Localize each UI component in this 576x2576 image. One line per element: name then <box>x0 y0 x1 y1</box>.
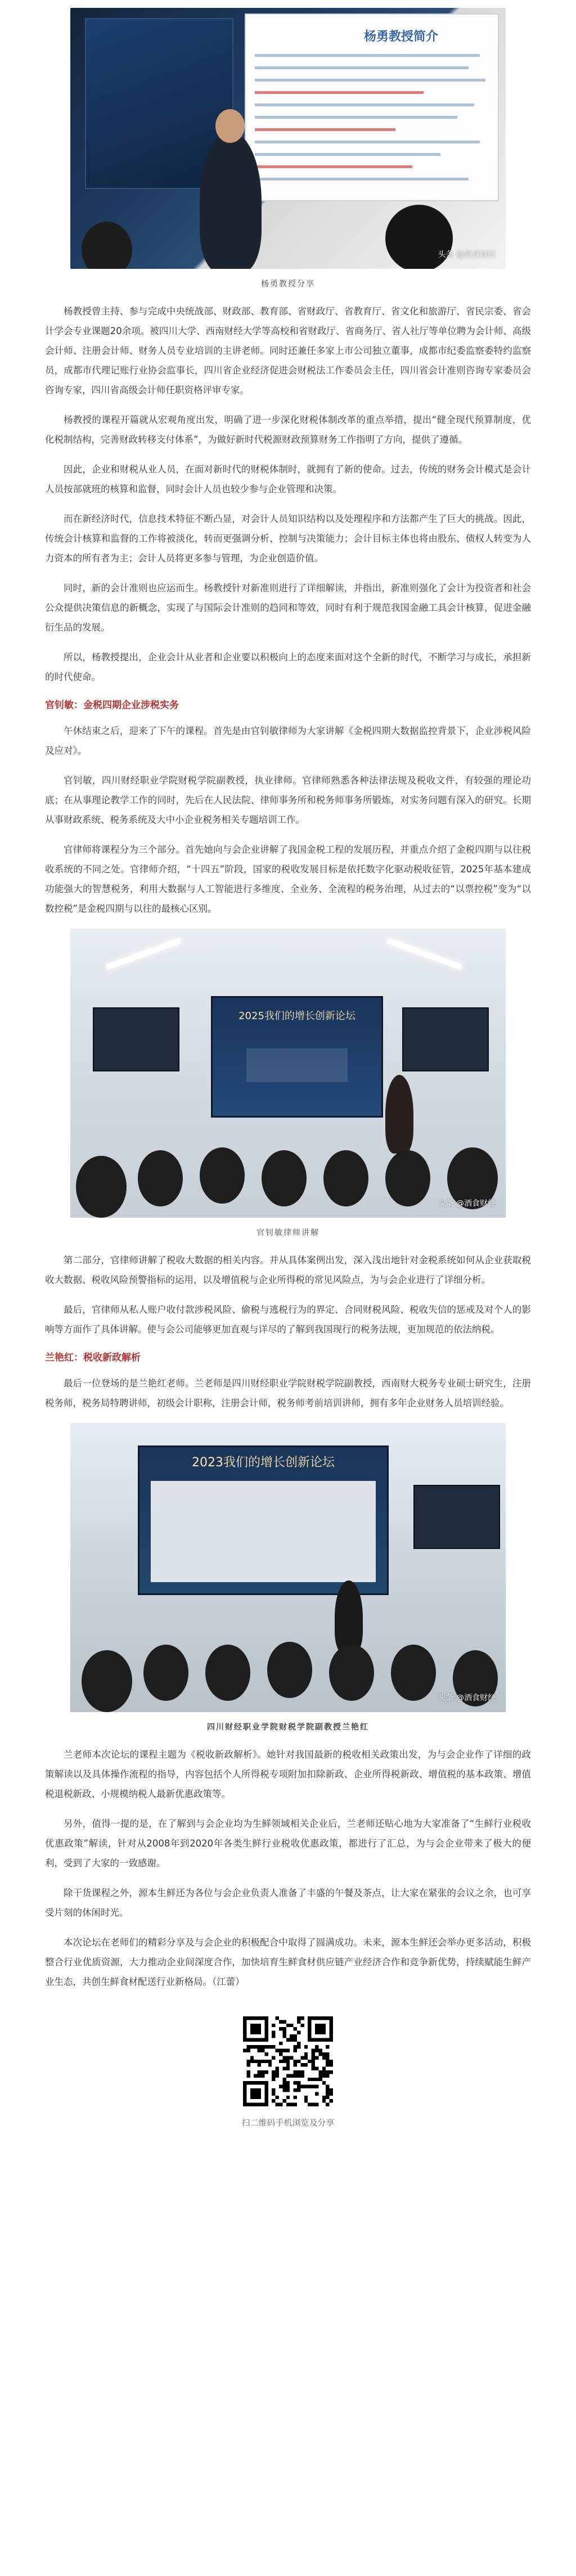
projection-screen <box>138 1445 389 1595</box>
slide-title: 杨勇教授简介 <box>364 30 439 44</box>
qr-share <box>235 2014 341 2128</box>
speaker-figure <box>200 132 262 269</box>
paragraph: 最后，官律师从私人账户收付款涉税风险、偷税与逃税行为的界定、合同财税风险、税收失信的惩戒及对个人的影响等方面作了具体讲解。使与会公司能够更加直观与详尽的了解到我国现行的税务法规，更加规范的依法纳税。 <box>45 1304 531 1335</box>
paragraph: 最后一位登场的是兰艳红老师。兰老师是四川财经职业学院财税学院副教授，西南财大税务专业硕士研究生，注册税务师，税务局特聘讲师，初级会计职称，注册会计师，税务师考前培训讲师，拥有多年企业财务人员培训经验。 <box>45 1378 531 1408</box>
photo-caption: 官钊敏律师讲解 <box>256 1228 320 1237</box>
watermark: 头条 @酒食财经 <box>438 250 496 259</box>
paragraph: 第二部分，官律师讲解了税收大数据的相关内容。并从具体案例出发，深入浅出地针对金税系统如何从企业获取税收大数据、税收风险预警指标的运用，以及增值税与企业所得税的常见风险点，为与会企业进行了详细分析。 <box>45 1255 531 1285</box>
paragraph: 午休结束之后，迎来了下午的课程。首先是由官钊敏律师为大家讲解《金税四期大数据监控背景下，企业涉税风险及应对》。 <box>45 726 531 756</box>
paragraph: 杨教授的课程开篇就从宏观角度出发，明确了进一步深化财税体制改革的重点举措，提出“健全现代预算制度，优化税制结构，完善财政转移支付体系”，为做好新时代税源财政预算财务工作指明了方向，提供了遵循。 <box>45 415 531 445</box>
paragraph: 同时，新的会计准则也应运而生。杨教授针对新准则进行了详细解读，并指出，新准则强化了会计为投资者和社会公众提供决策信息的新概念，实现了与国际会计准则的趋同和等效，同时有利于规范我国金融工具会计核算，促进金融衍生品的发展。 <box>45 583 531 633</box>
qr-caption: 扫二维码手机浏览及分享 <box>241 2118 335 2128</box>
paragraph: 除干货课程之外，源本生鲜还为各位与会企业负责人准备了丰盛的午餐及茶点，让大家在紧张的会议之余，也可享受片刻的休闲时光。 <box>45 1888 531 1918</box>
paragraph: 本次论坛在老师们的精彩分享及与会企业的积极配合中取得了圆满成功。未来，源本生鲜还会举办更多活动，积极整合行业优质资源，大力推动企业间深度合作，加快培育生鲜食材供应链产业经济合作和竞争新优势，持续赋能生鲜产业生态，共创生鲜食材配送行业新格局。（江蕾） <box>45 1937 531 1987</box>
paragraph: 另外，值得一提的是，在了解到与会企业均为生鲜领域相关企业后，兰老师还贴心地为大家准备了“生鲜行业税收优惠政策”解读，针对从2008年到2020年各类生鲜行业税收优惠政策，都进行了汇总，为与会企业带来了极大的便利，受到了大家的一致感谢。 <box>45 1818 531 1868</box>
slide-title: 2025我们的增长创新论坛 <box>238 1010 356 1022</box>
section-title: 官钊敏：金税四期企业涉税实务 <box>45 700 179 711</box>
photo-professor-yang <box>70 8 506 269</box>
paragraph: 而在新经济时代，信息技术特征不断凸显，对会计人员知识结构以及处理程序和方法都产生了巨大的挑战。因此，传统会计核算和监督的工作将被淡化，转而更强调分析、控制与决策能力；会计目标主体也将由股东、债权人转变为人力资本的所有者为主；会计人员将更多参与管理，为企业创造价值。 <box>45 514 531 564</box>
paragraph: 官钊敏，四川财经职业学院财税学院副教授，执业律师。官律师熟悉各种法律法规及税收文件，有较强的理论功底；在从事理论教学工作的同时，先后在人民法院、律师事务所和税务师事务所锻炼，对实务问题有深入的研究。长期从事财政系统、税务系统及大中小企业税务相关专题培训工作。 <box>45 775 531 825</box>
photo-caption: 杨勇教授分享 <box>261 280 315 289</box>
presentation-slide <box>245 13 499 201</box>
photo-lawyer-guan <box>70 929 506 1218</box>
paragraph: 因此，企业和财税从业人员，在面对新时代的财税体制时，就拥有了新的使命。过去，传统的财务会计模式是会计人员按部就班的核算和监督，同时会计人员也较少参与企业管理和决策。 <box>45 464 531 494</box>
article-body <box>45 0 531 2128</box>
qr-code-icon[interactable] <box>241 2014 335 2109</box>
paragraph: 官律师将课程分为三个部分。首先她向与会企业讲解了我国金税工程的发展历程，并重点介绍了金税四期与以往税收系统的不同之处。官律师介绍，“十四五”阶段，国家的税收发展目标是依托数字化驱动税收征管，2025年基本建成功能强大的智慧税务，利用大数据与人工智能进行多维度、全业务、全流程的税务治理，从过去的“以票控税”变为“以数控税”是金税四期与以往的最核心区别。 <box>45 844 531 914</box>
photo-lan-yanhong <box>70 1423 506 1712</box>
paragraph: 杨教授曾主持、参与完成中央统战部、财政部、教育部、省财政厅、省教育厅、省文化和旅游厅、省民宗委、省会计学会专业课题20余项。被四川大学、西南财经大学等高校和省财政厅、省商务厅、省人社厅等单位聘为会计师、高级会计师、注册会计师、财务人员专业培训的主讲老师。同时还兼任多家上市公司独立董事，成都市纪委监察委特约监察员，成都市代理记账行业协会监事长，四川省企业经济促进会财税法工作委员会主任，四川省会计准则咨询专家委员会咨询专家，四川省高级会计师任职资格评审专家。 <box>45 306 531 395</box>
paragraph: 所以，杨教授提出，企业会计从业者和企业要以积极向上的态度来面对这个全新的时代，不断学习与成长，承担新的时代使命。 <box>45 652 531 682</box>
projection-screen <box>211 996 383 1118</box>
paragraph: 兰老师本次论坛的课程主题为《税收新政解析》。她针对我国最新的税收相关政策出发，为与会企业作了详细的政策解读以及具体操作流程的指导，内容包括个人所得税专项附加扣除新政、企业所得税新政、增值税的基本政策、增值税退税新政、小规模纳税人最新优惠政策等。 <box>45 1749 531 1799</box>
watermark: 头条 @酒食财经 <box>438 1199 496 1208</box>
section-title: 兰艳红：税收新政解析 <box>45 1352 141 1363</box>
photo-caption: 四川财经职业学院财税学院副教授兰艳红 <box>207 1723 369 1732</box>
watermark: 头条 @酒食财经 <box>438 1694 496 1703</box>
slide-title: 2023我们的增长创新论坛 <box>192 1456 335 1470</box>
